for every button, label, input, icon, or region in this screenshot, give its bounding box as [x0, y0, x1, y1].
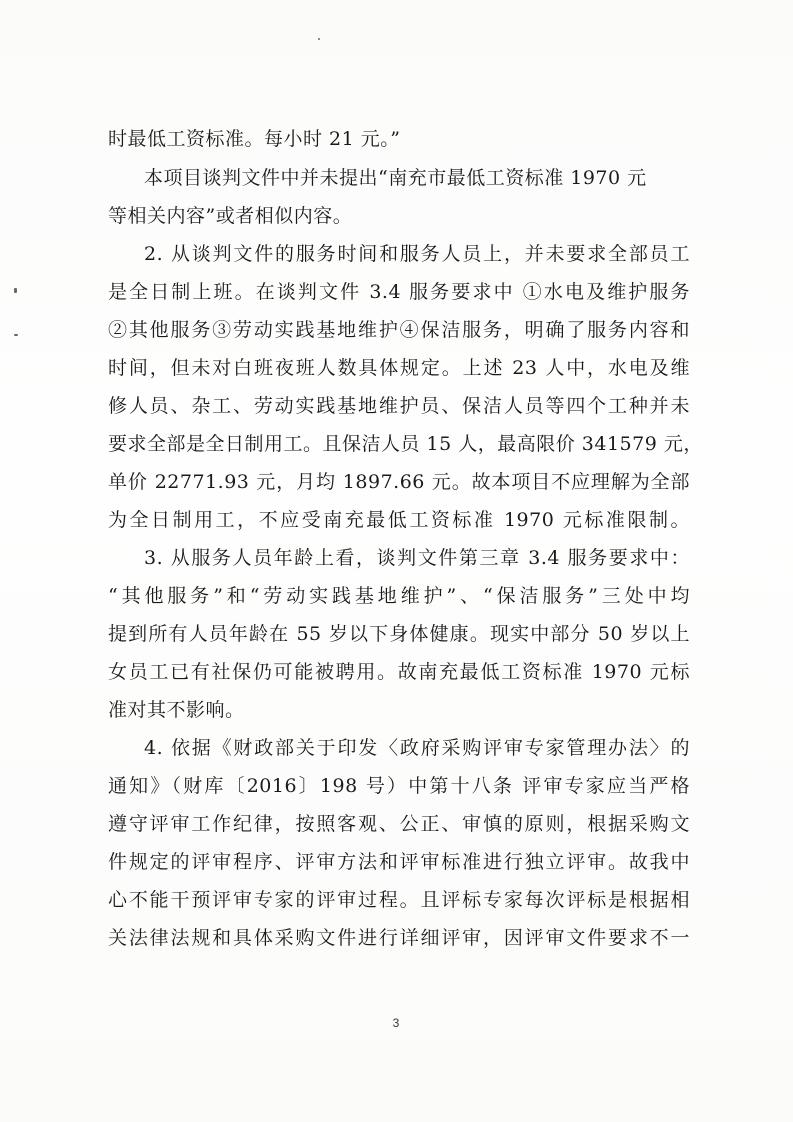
text-line-19: 遵守评审工作纪律，按照客观、公正、审慎的原则，根据采购文 [108, 813, 690, 835]
text-line-4: 2. 从谈判文件的服务时间和服务人员上，并未要求全部员工 [144, 243, 690, 265]
text-line-16: 准对其不影响。 [108, 699, 245, 721]
text-line-17: 4. 依据《财政部关于印发〈政府采购评审专家管理办法〉的 [144, 737, 690, 759]
text-line-13: “其他服务”和“劳动实践基地维护”、“保洁服务”三处中均 [108, 585, 690, 607]
text-line-18: 通知》（财库〔2016〕198 号）中第十八条 评审专家应当严格 [108, 775, 690, 797]
text-line-6: ②其他服务③劳动实践基地维护④保洁服务，明确了服务内容和 [108, 319, 690, 341]
text-line-7: 时间，但未对白班夜班人数具体规定。上述 23 人中，水电及维 [108, 357, 690, 379]
text-line-15: 女员工已有社保仍可能被聘用。故南充最低工资标准 1970 元标 [108, 661, 690, 683]
scan-speck [14, 288, 17, 293]
text-line-21: 心不能干预评审专家的评审过程。且评标专家每次评标是根据相 [108, 889, 690, 911]
text-line-20: 件规定的评审程序、评审方法和评审标准进行独立评审。故我中 [108, 851, 690, 873]
text-line-5: 是全日制上班。在谈判文件 3.4 服务要求中 ①水电及维护服务 [108, 281, 690, 303]
scan-speck [14, 334, 18, 336]
text-line-1: 时最低工资标准。每小时 21 元。” [108, 128, 401, 150]
text-line-3: 等相关内容”或者相似内容。 [108, 205, 353, 227]
text-line-14: 提到所有人员年龄在 55 岁以下身体健康。现实中部分 50 岁以上 [108, 623, 690, 645]
text-line-22: 关法律法规和具体采购文件进行详细评审，因评审文件要求不一 [108, 927, 690, 949]
text-line-11: 为全日制用工，不应受南充最低工资标准 1970 元标准限制。 [108, 509, 690, 531]
text-line-10: 单价 22771.93 元，月均 1897.66 元。故本项目不应理解为全部 [108, 471, 690, 493]
text-line-2: 本项目谈判文件中并未提出“南充市最低工资标准 1970 元 [144, 167, 647, 189]
text-line-8: 修人员、杂工、劳动实践基地维护员、保洁人员等四个工种并未 [108, 395, 690, 417]
text-line-12: 3. 从服务人员年龄上看，谈判文件第三章 3.4 服务要求中： [144, 547, 690, 569]
text-line-9: 要求全部是全日制用工。且保洁人员 15 人，最高限价 341579 元， [108, 433, 703, 455]
scan-speck [318, 38, 320, 40]
page-number: 3 [392, 1016, 400, 1030]
